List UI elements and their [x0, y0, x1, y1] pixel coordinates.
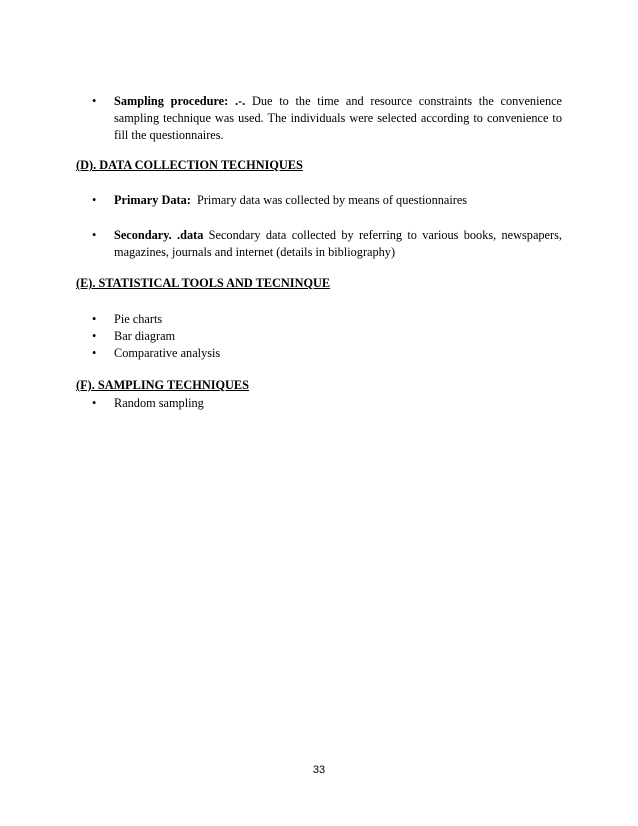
primary-data-text: Primary data was collected by means of questionnaires — [190, 193, 468, 207]
bullet-sampling-procedure — [92, 93, 562, 144]
list-item-text: Random sampling — [114, 396, 204, 410]
heading-sampling-techniques — [76, 378, 249, 393]
secondary-data-text: Secondary data collected by referring to various books, newspapers, magazines, journals and internet (details in bibliography) — [114, 228, 562, 259]
bullet-marker: • — [92, 329, 97, 343]
bullet-secondary-data — [92, 227, 562, 261]
bullet-marker: • — [92, 94, 97, 108]
bullet-marker: • — [92, 193, 97, 207]
list-item-pie-charts — [92, 311, 162, 328]
secondary-data-term: Secondary. .data — [114, 228, 204, 242]
list-item-bar-diagram — [92, 328, 175, 345]
secondary-data-paragraph — [114, 227, 562, 261]
list-item-text: Comparative analysis — [114, 346, 221, 360]
list-item-text: Pie charts — [114, 312, 163, 326]
heading-sampling-techniques-text: (F). SAMPLING TECHNIQUES — [76, 378, 249, 392]
list-item-text: Bar diagram — [114, 329, 176, 343]
bullet-marker: • — [92, 228, 97, 242]
bullet-marker: • — [92, 346, 97, 360]
list-item-comparative-analysis — [92, 345, 220, 362]
bullet-marker: • — [92, 396, 97, 410]
primary-data-term: Primary Data: — [114, 193, 191, 207]
heading-statistical-tools: (E). STATISTICAL TOOLS AND TECNINQUE — [76, 276, 331, 290]
primary-data-paragraph — [114, 192, 467, 209]
sampling-procedure-text: Due to the time and resource constraints the convenience sampling technique was used. The individuals were selected according to convenience to fill the questionnaires. — [114, 94, 563, 142]
page-number: 33 — [312, 764, 326, 776]
sampling-procedure-term: Sampling procedure: .-. — [114, 94, 246, 108]
heading-data-collection: (D). DATA COLLECTION TECHNIQUES — [76, 158, 303, 172]
bullet-primary-data — [92, 192, 467, 209]
bullet-marker: • — [92, 312, 97, 326]
sampling-procedure-paragraph — [114, 93, 562, 144]
list-item-random-sampling — [92, 395, 204, 412]
